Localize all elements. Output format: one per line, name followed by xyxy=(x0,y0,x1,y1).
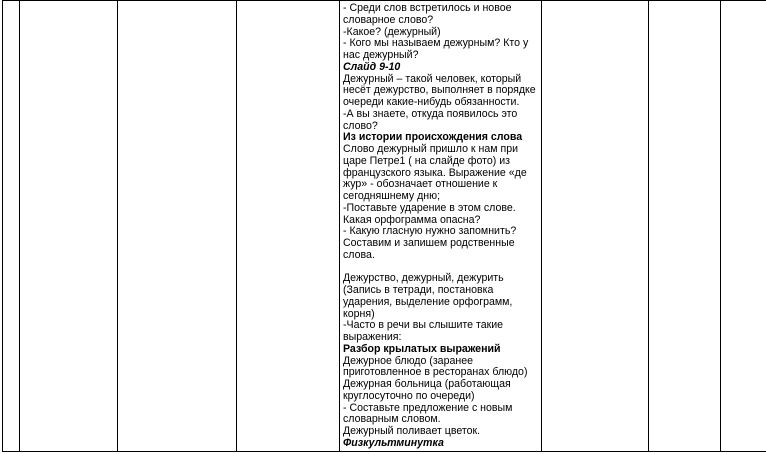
text-line: Дежурное блюдо (заранее xyxy=(343,354,473,367)
table-cell-4 xyxy=(237,1,340,452)
table-cell-7 xyxy=(649,1,721,452)
text-line: -Часто в речи вы слышите такие xyxy=(343,319,504,332)
text-line: - Кого мы называем дежурным? Кто у xyxy=(343,37,529,50)
text-line: выражения: xyxy=(343,331,402,343)
text-line: жур» - обозначает отношение к xyxy=(343,178,498,191)
heading-line: Разбор крылатых выражений xyxy=(343,342,501,355)
lesson-plan-table xyxy=(2,0,766,452)
text-line: Слово дежурный пришло к нам при xyxy=(343,143,519,155)
text-line: сегодняшнему дню; xyxy=(343,190,441,202)
table-cell-3 xyxy=(118,1,237,452)
text-line: Дежурный поливает цветок. xyxy=(343,425,481,437)
text-line: (Запись в тетради, постановка xyxy=(343,284,494,296)
text-line: приготовленное в ресторанах блюдо) xyxy=(343,366,528,379)
heading-line: Физкультминутка xyxy=(343,436,444,449)
text-line: -А вы знаете, откуда появилось это xyxy=(343,107,518,120)
text-line: - Составьте предложение с новым xyxy=(343,401,513,414)
text-line: словарным словом. xyxy=(343,413,441,426)
text-line: царе Петре1 ( на слайде фото) из xyxy=(343,154,511,167)
text-line: Составим и запишем родственные xyxy=(343,237,515,249)
text-line: -Поставьте ударение в этом слове. xyxy=(343,201,516,214)
text-line: несёт дежурство, выполняет в порядке xyxy=(343,84,536,97)
text-line: словарное слово? xyxy=(343,13,434,26)
text-line: Дежурная больница (работающая xyxy=(343,378,511,390)
heading-line: Слайд 9-10 xyxy=(343,60,401,73)
heading-line: Из истории происхождения слова xyxy=(343,131,523,144)
table-cell-2 xyxy=(20,1,118,452)
text-line: - Среди слов встретилось и новое xyxy=(343,2,512,14)
text-line: ударения, выделение орфограмм, xyxy=(343,295,513,308)
text-line: Какая орфограмма опасна? xyxy=(343,213,481,226)
text-line: французского языка. Выражение «де xyxy=(343,166,527,179)
lesson-content-text xyxy=(340,1,541,450)
table-cell-1 xyxy=(3,1,20,452)
table-cell-8 xyxy=(721,1,766,452)
text-line: слово? xyxy=(343,119,378,132)
text-line: - Какую гласную нужно запомнить? xyxy=(343,225,517,238)
text-line: очереди какие-нибудь обязанности. xyxy=(343,96,520,108)
text-line: -Какое? (дежурный) xyxy=(343,25,441,38)
text-line: Дежурный – такой человек, который xyxy=(343,72,522,85)
table-cell-6 xyxy=(542,1,649,452)
text-line: круглосуточно по очереди) xyxy=(343,389,475,402)
lesson-content-cell xyxy=(340,1,542,452)
text-line: Дежурство, дежурный, дежурить xyxy=(343,272,504,285)
text-line: слова. xyxy=(343,248,375,261)
text-line: нас дежурный? xyxy=(343,49,419,61)
table-row xyxy=(3,1,766,452)
text-line: корня) xyxy=(343,307,375,320)
